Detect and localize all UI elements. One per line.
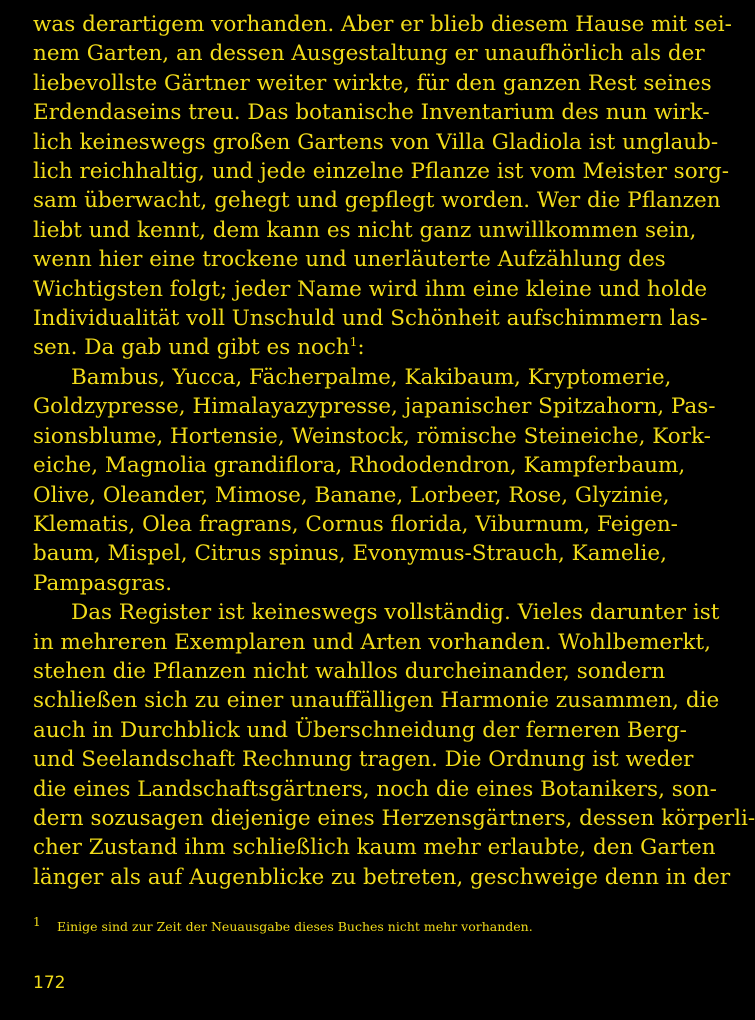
text-line xyxy=(33,833,716,862)
text-line-content: sam überwacht, gehegt und gepflegt worden. Wer die Pflanzen xyxy=(33,188,721,214)
text-line xyxy=(33,186,721,215)
text-line-content: dern sozusagen diejenige eines Herzensgärtners, dessen körperli- xyxy=(33,805,755,831)
text-line xyxy=(33,745,694,774)
text-line xyxy=(33,304,708,333)
text-line-content: lich reichhaltig, und jede einzelne Pflanze ist vom Meister sorg- xyxy=(33,159,729,185)
text-line-content: stehen die Pflanzen nicht wahllos durcheinander, sondern xyxy=(33,658,666,684)
text-line-content: Klematis, Olea fragrans, Cornus florida, Viburnum, Feigen- xyxy=(33,511,678,537)
line-suffix: : xyxy=(357,335,365,361)
text-line-content: nem Garten, an dessen Ausgestaltung er unaufhörlich als der xyxy=(33,41,705,67)
text-line-content: was derartigem vorhanden. Aber er blieb diesem Hause mit sei- xyxy=(33,12,732,37)
text-line-content: wenn hier eine trockene und unerläuterte Aufzählung des xyxy=(33,247,666,273)
text-line-content: schließen sich zu einer unauffälligen Harmonie zusammen, die xyxy=(33,688,720,714)
text-line xyxy=(33,275,708,304)
text-line-content: Individualität voll Unschuld und Schönheit aufschimmern las- xyxy=(33,306,708,332)
text-line-content: länger als auf Augenblicke zu betreten, geschweige denn in der xyxy=(33,864,731,890)
text-line-content: in mehreren Exemplaren und Arten vorhanden. Wohlbemerkt, xyxy=(33,629,711,655)
text-line-content: eiche, Magnolia grandiflora, Rhododendron, Kampferbaum, xyxy=(33,453,686,479)
text-line xyxy=(33,657,666,686)
footnote-reference: 1 xyxy=(349,335,358,350)
text-line-content: liebevollste Gärtner weiter wirkte, für den ganzen Rest seines xyxy=(33,70,712,96)
footnote: 1 Einige sind zur Zeit der Neuausgabe dieses Buches nicht mehr vorhanden. xyxy=(33,914,533,934)
text-line-content: und Seelandschaft Rechnung tragen. Die Ordnung ist weder xyxy=(33,747,694,773)
text-line-content: Erdendaseins treu. Das botanische Inventarium des nun wirk- xyxy=(33,100,710,126)
text-line xyxy=(33,333,623,362)
text-line xyxy=(33,481,670,510)
text-line-content: Goldzypresse, Himalayazypresse, japanischer Spitzahorn, Pas- xyxy=(33,394,716,420)
text-line xyxy=(33,628,711,657)
text-line xyxy=(33,775,717,804)
text-line xyxy=(33,716,687,745)
text-line-content: Pampasgras. xyxy=(33,570,173,596)
text-line xyxy=(33,157,729,186)
text-line-content: sen. Da gab und gibt es noch xyxy=(33,335,350,361)
footnote-text: Einige sind zur Zeit der Neuausgabe dieses Buches nicht mehr vorhanden. xyxy=(57,919,533,934)
text-line xyxy=(33,686,720,715)
text-line-content: auch in Durchblick und Überschneidung der ferneren Berg- xyxy=(33,717,687,743)
text-line-content: lich keineswegs großen Gartens von Villa Gladiola ist unglaub- xyxy=(33,129,719,155)
text-line xyxy=(33,569,623,598)
text-line-content: cher Zustand ihm schließlich kaum mehr erlaubte, den Garten xyxy=(33,835,716,861)
text-line-content: Wichtigsten folgt; jeder Name wird ihm eine kleine und holde xyxy=(33,276,708,302)
text-line-content: Bambus, Yucca, Fächerpalme, Kakibaum, Kryptomerie, xyxy=(71,364,672,390)
text-line xyxy=(33,804,755,833)
text-line-content: Olive, Oleander, Mimose, Banane, Lorbeer, Rose, Glyzinie, xyxy=(33,482,670,508)
text-line-content: sionsblume, Hortensie, Weinstock, römische Steineiche, Kork- xyxy=(33,423,711,449)
text-line xyxy=(33,98,710,127)
text-line xyxy=(33,598,720,627)
text-line xyxy=(33,128,719,157)
text-line-content: die eines Landschaftsgärtners, noch die eines Botanikers, son- xyxy=(33,776,717,802)
text-line xyxy=(33,539,667,568)
body-text xyxy=(33,10,755,892)
text-line xyxy=(33,510,678,539)
text-line-content: Das Register ist keineswegs vollständig. Vieles darunter ist xyxy=(71,600,720,626)
text-line-content: baum, Mispel, Citrus spinus, Evonymus-Strauch, Kamelie, xyxy=(33,541,667,567)
text-line xyxy=(33,392,716,421)
text-line xyxy=(33,216,697,245)
text-line-content: liebt und kennt, dem kann es nicht ganz unwillkommen sein, xyxy=(33,217,697,243)
text-line xyxy=(33,363,672,392)
text-line xyxy=(33,863,731,892)
text-line xyxy=(33,39,705,68)
text-line xyxy=(33,69,712,98)
text-line xyxy=(33,451,686,480)
page-number: 172 xyxy=(33,973,66,993)
text-line xyxy=(33,422,711,451)
text-line xyxy=(33,10,732,39)
text-line xyxy=(33,245,666,274)
